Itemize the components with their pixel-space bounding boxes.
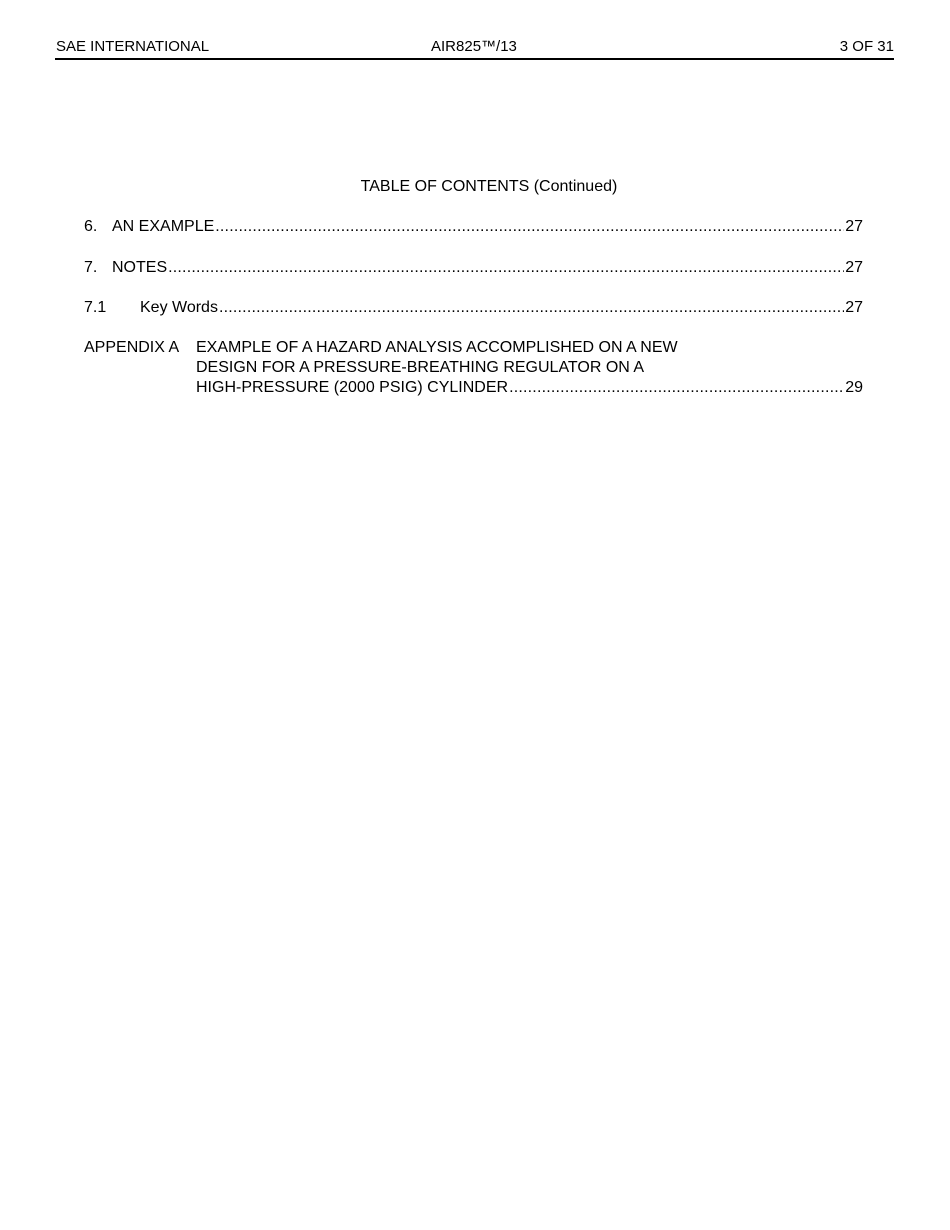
dot-leader xyxy=(509,378,844,398)
appendix-title-line-1: EXAMPLE OF A HAZARD ANALYSIS ACCOMPLISHED ON A NEW xyxy=(196,339,678,356)
appendix-title-line-2: DESIGN FOR A PRESSURE-BREATHING REGULATOR ON A xyxy=(196,359,645,376)
dot-leader xyxy=(168,258,844,278)
toc-entry-section-7[interactable] xyxy=(84,258,863,278)
header-document-id: AIR825™/13 xyxy=(431,38,517,55)
header-organization: SAE INTERNATIONAL xyxy=(56,38,210,55)
toc-entry-number: 7.1 xyxy=(84,299,107,316)
header-page-indicator: 3 OF 31 xyxy=(839,38,894,55)
toc-entry-page: 29 xyxy=(845,379,863,396)
appendix-key: APPENDIX A xyxy=(84,339,180,356)
toc-entry-page: 27 xyxy=(845,218,863,235)
toc-entry-section-7-1[interactable] xyxy=(84,298,863,318)
toc-entry-number: 6. xyxy=(84,218,98,235)
toc-entry-label: Key Words xyxy=(140,299,218,316)
toc-entry-label: AN EXAMPLE xyxy=(112,218,215,235)
appendix-title-line-3-row xyxy=(196,378,863,398)
toc-entry-label: NOTES xyxy=(112,259,168,276)
appendix-title-line-3: HIGH-PRESSURE (2000 PSIG) CYLINDER xyxy=(196,379,509,396)
toc-entry-page: 27 xyxy=(845,259,863,276)
dot-leader xyxy=(215,217,844,237)
page-header xyxy=(55,37,894,60)
dot-leader xyxy=(219,298,844,318)
toc-entry-page: 27 xyxy=(845,299,863,316)
toc-entry-section-6[interactable] xyxy=(84,217,863,237)
toc-entry-number: 7. xyxy=(84,259,98,276)
toc-title: TABLE OF CONTENTS (Continued) xyxy=(360,178,618,195)
